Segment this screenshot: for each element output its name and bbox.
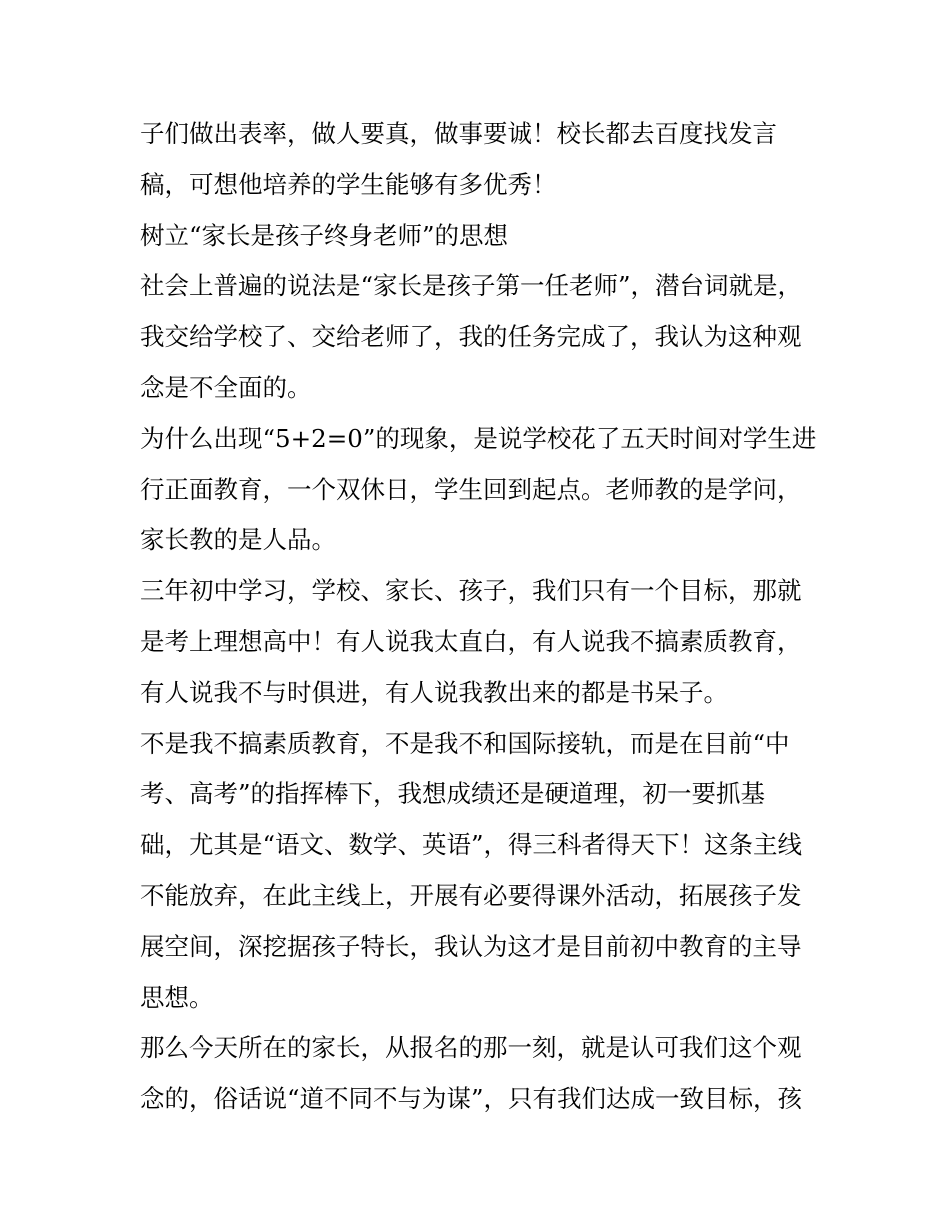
text-line: 行正面教育，一个双休日，学生回到起点。老师教的是学问， <box>140 474 802 504</box>
text-line: 社会上普遍的说法是“家长是孩子第一任老师”，潜台词就是， <box>140 271 803 301</box>
text-line: 我交给学校了、交给老师了，我的任务完成了，我认为这种观 <box>140 322 802 352</box>
text-line: 不是我不搞素质教育，不是我不和国际接轨，而是在目前“中 <box>140 728 790 758</box>
text-line: 念的，俗话说“道不同不与为谋”，只有我们达成一致目标，孩 <box>140 1084 803 1114</box>
text-line: 为什么出现“5+2=0”的现象，是说学校花了五天时间对学生进 <box>140 423 817 453</box>
text-line: 础，尤其是“语文、数学、英语”，得三科者得天下！这条主线 <box>140 830 803 860</box>
text-line: 稿，可想他培养的学生能够有多优秀！ <box>140 169 557 199</box>
text-line: 思想。 <box>140 982 214 1012</box>
text-line: 家长教的是人品。 <box>140 525 336 555</box>
text-line: 那么今天所在的家长，从报名的那一刻，就是认可我们这个观 <box>140 1033 802 1063</box>
section-heading: 树立“家长是孩子终身老师”的思想 <box>140 220 509 250</box>
text-line: 考、高考”的指挥棒下，我想成绩还是硬道理，初一要抓基 <box>140 779 766 809</box>
text-line: 三年初中学习，学校、家长、孩子，我们只有一个目标，那就 <box>140 576 802 606</box>
text-line: 有人说我不与时俱进，有人说我教出来的都是书呆子。 <box>140 677 728 707</box>
text-line: 念是不全面的。 <box>140 372 312 402</box>
text-line: 子们做出表率，做人要真，做事要诚！校长都去百度找发言 <box>140 119 777 148</box>
text-line: 不能放弃，在此主线上，开展有必要得课外活动，拓展孩子发 <box>140 880 802 910</box>
text-line: 是考上理想高中！有人说我太直白，有人说我不搞素质教育， <box>140 626 802 656</box>
text-line: 展空间，深挖据孩子特长，我认为这才是目前初中教育的主导 <box>140 931 802 961</box>
